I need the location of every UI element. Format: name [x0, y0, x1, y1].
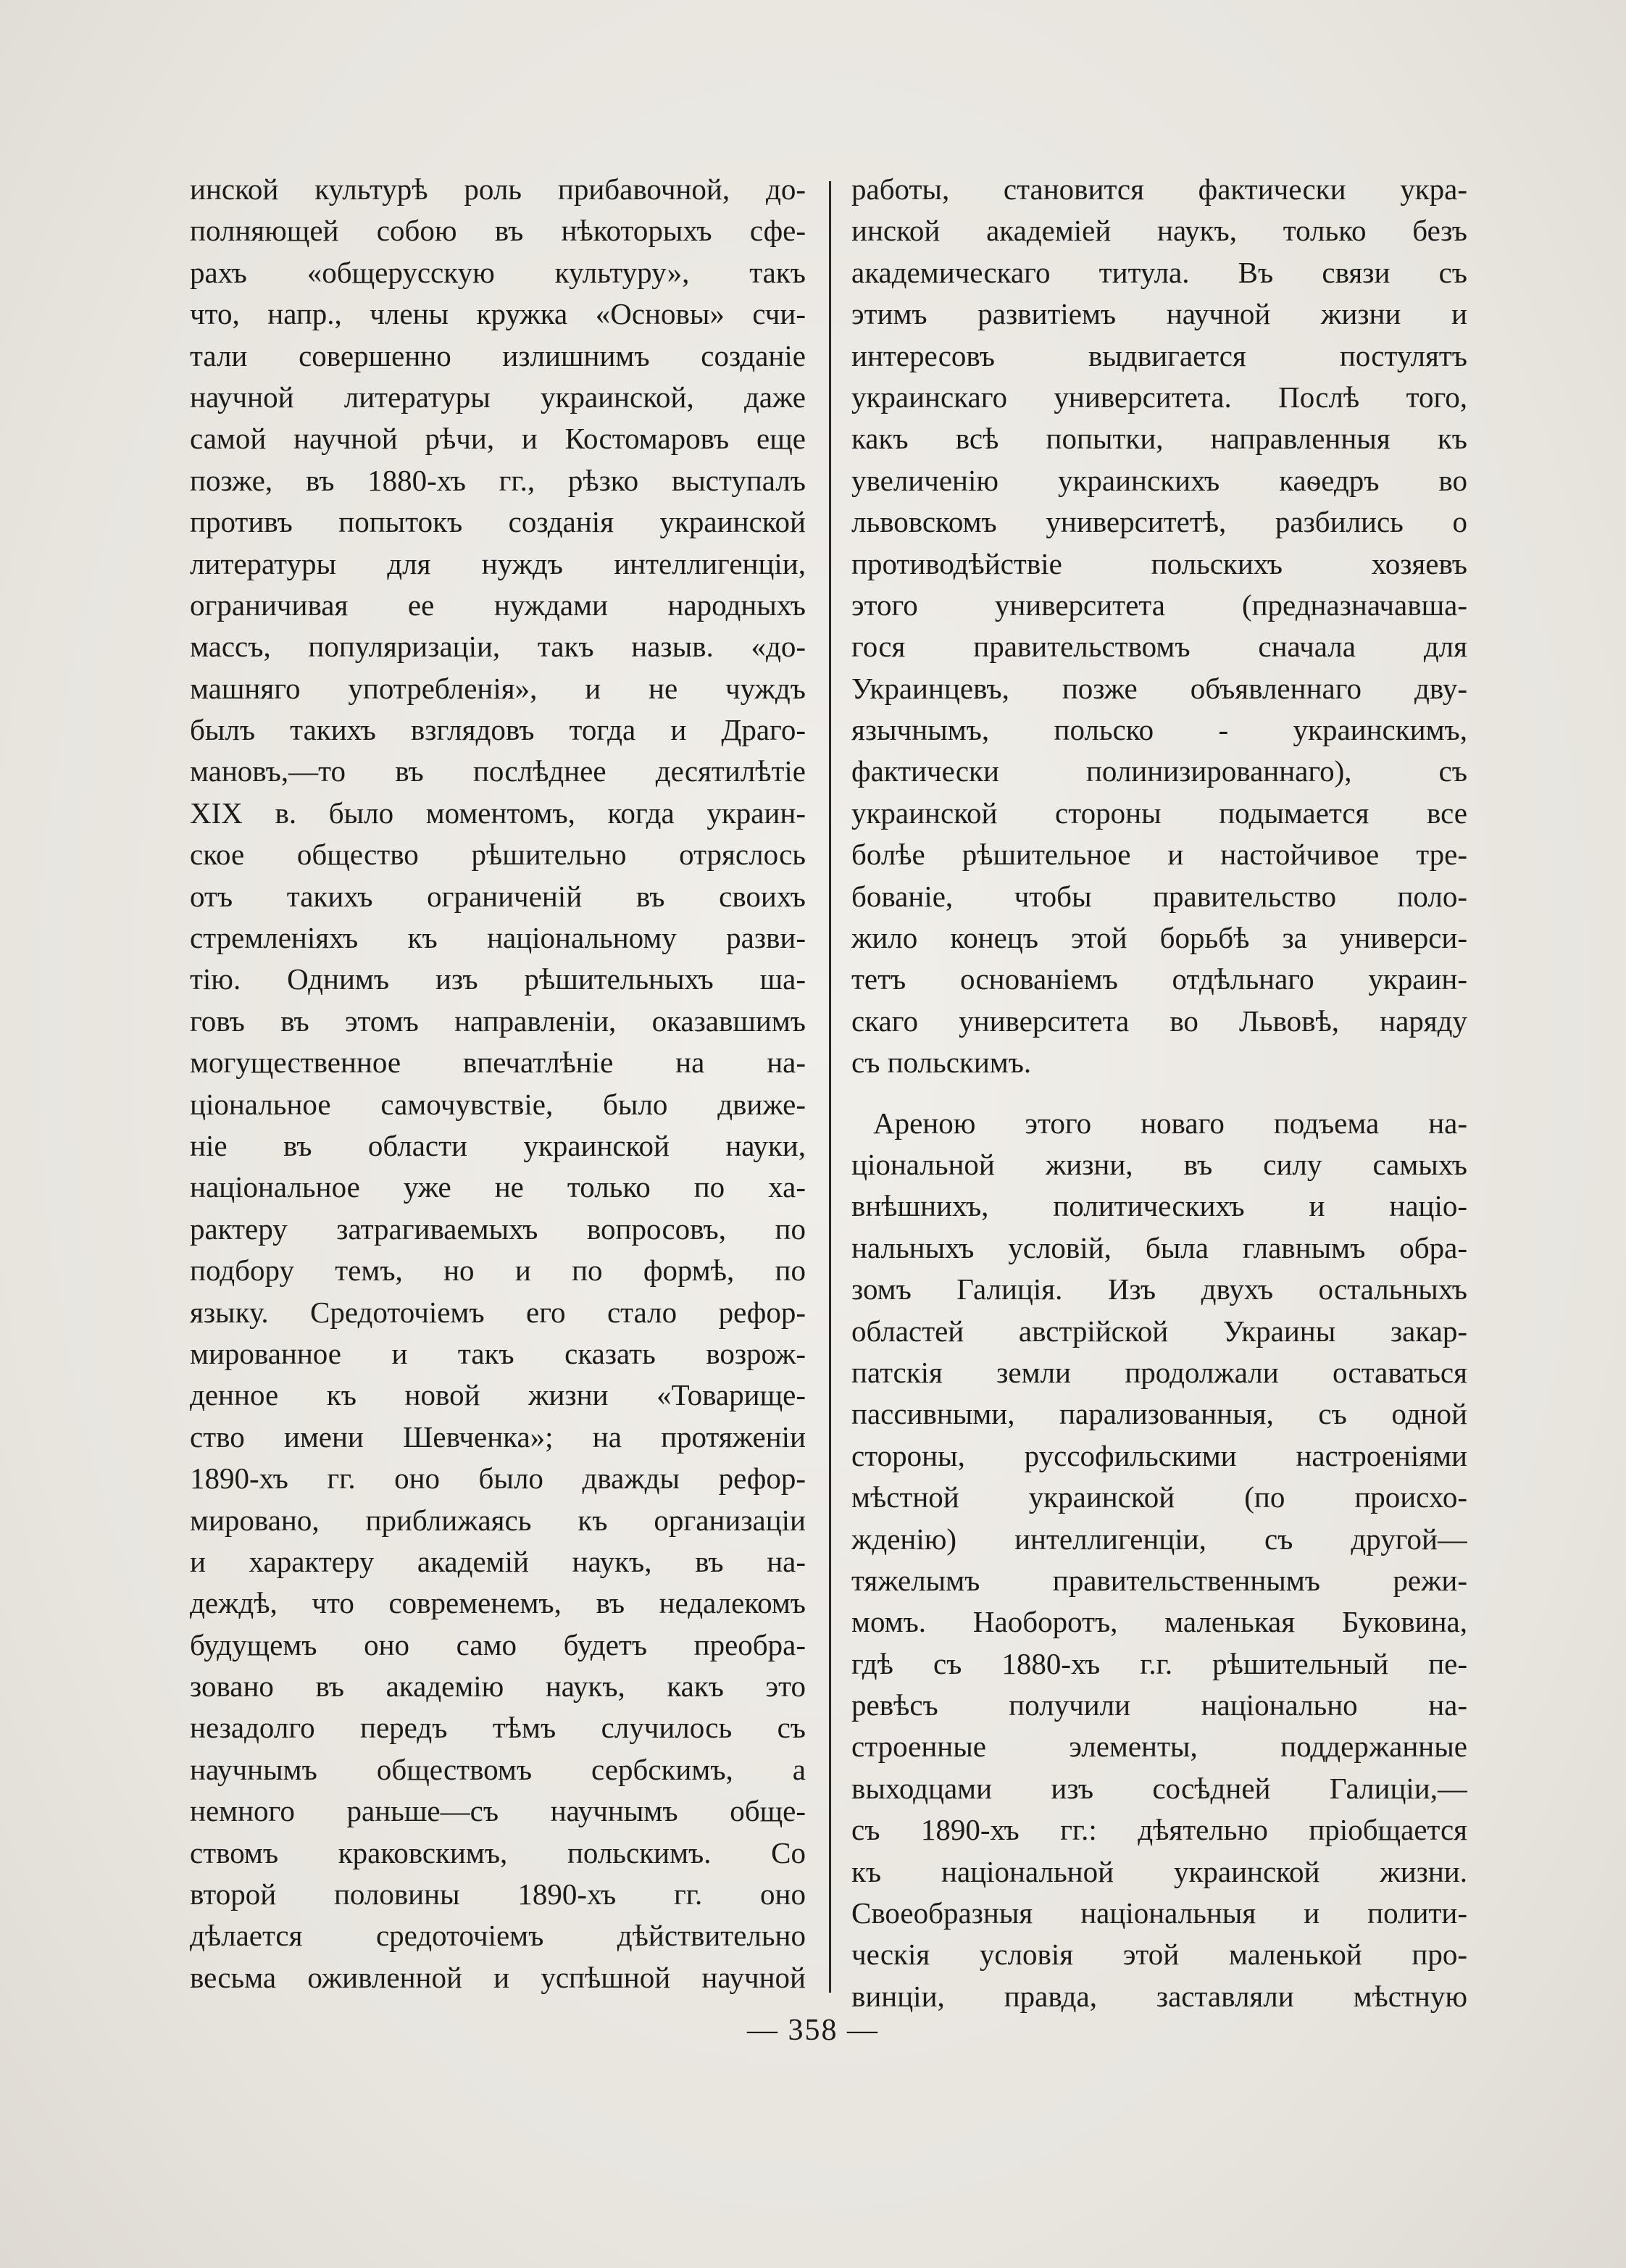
text-line: и характеру академій наукъ, въ на-: [190, 1544, 806, 1578]
text-line: жило конецъ этой борьбѣ за универси-: [851, 921, 1467, 955]
text-line: тетъ основаніемъ отдѣльнаго украин-: [851, 962, 1467, 996]
text-line: рахъ «общерусскую культуру», такъ: [190, 255, 806, 289]
text-line: украинскаго университета. Послѣ того,: [851, 380, 1467, 414]
text-line: будущемъ оно само будетъ преобра-: [190, 1627, 806, 1662]
text-line: литературы для нуждъ интеллигенціи,: [190, 546, 806, 580]
text-line: говъ въ этомъ направленіи, оказавшимъ: [190, 1004, 806, 1038]
text-line: работы, становится фактически укра-: [851, 172, 1467, 206]
text-line: немного раньше—съ научнымъ обще-: [190, 1794, 806, 1828]
text-line: незадолго передъ тѣмъ случилось съ: [190, 1711, 806, 1745]
text-line: деждѣ, что современемъ, въ недалекомъ: [190, 1586, 806, 1620]
text-line: язычнымъ, польско - украинскимъ,: [851, 713, 1467, 747]
text-line: увеличенію украинскихъ каѳедръ во: [851, 463, 1467, 497]
text-line: ціональное самочувствіе, было движе-: [190, 1087, 806, 1121]
text-line: жденію) интеллигенціи, съ другой—: [851, 1522, 1467, 1556]
text-line: ствомъ краковскимъ, польскимъ. Со: [190, 1835, 806, 1869]
text-line: инской академіей наукъ, только безъ: [851, 214, 1467, 248]
text-line: денное къ новой жизни «Товарище-: [190, 1378, 806, 1412]
text-line: интересовъ выдвигается постулятъ: [851, 338, 1467, 372]
page-number: — 358 —: [747, 2014, 879, 2047]
text-line: ціональной жизни, въ силу самыхъ: [851, 1147, 1467, 1181]
text-line: національное уже не только по ха-: [190, 1170, 806, 1204]
text-line: мановъ,—то въ послѣднее десятилѣтіе: [190, 754, 806, 788]
text-line: гдѣ съ 1880-хъ г.г. рѣшительный пе-: [851, 1646, 1467, 1680]
text-line: подбору темъ, но и по формѣ, по: [190, 1254, 806, 1288]
text-line: скаго университета во Львовѣ, наряду: [851, 1004, 1467, 1038]
text-line: самой научной рѣчи, и Костомаровъ еще: [190, 422, 806, 456]
text-line: 1890-хъ гг. оно было дважды рефор-: [190, 1462, 806, 1496]
text-line: полняющей собою въ нѣкоторыхъ сфе-: [190, 214, 806, 248]
text-line: ограничивая ее нуждами народныхъ: [190, 588, 806, 622]
text-line: дѣлается средоточіемъ дѣйствительно: [190, 1919, 806, 1953]
text-line: второй половины 1890-хъ гг. оно: [190, 1877, 806, 1911]
text-line: что, напр., члены кружка «Основы» счи-: [190, 297, 806, 331]
text-line: областей австрійской Украины закар-: [851, 1314, 1467, 1348]
text-line: выходцами изъ сосѣдней Галиціи,—: [851, 1771, 1467, 1805]
text-line: инской культурѣ роль прибавочной, до-: [190, 172, 806, 206]
text-line: ческія условія этой маленькой про-: [851, 1938, 1467, 1972]
right-column: [851, 169, 1467, 2017]
text-line: ревѣсъ получили національно на-: [851, 1688, 1467, 1722]
text-line: стремленіяхъ къ національному разви-: [190, 921, 806, 955]
text-line: винціи, правда, заставляли мѣстную: [851, 1979, 1467, 2013]
text-line: нальныхъ условій, была главнымъ обра-: [851, 1230, 1467, 1264]
text-line: гося правительствомъ сначала для: [851, 630, 1467, 664]
text-line: момъ. Наоборотъ, маленькая Буковина,: [851, 1605, 1467, 1639]
text-line: тяжелымъ правительственнымъ режи-: [851, 1563, 1467, 1597]
text-line: зомъ Галиція. Изъ двухъ остальныхъ: [851, 1272, 1467, 1306]
text-line: какъ всѣ попытки, направленныя къ: [851, 422, 1467, 456]
text-line: ство имени Шевченка»; на протяженіи: [190, 1419, 806, 1454]
text-line: массъ, популяризаціи, такъ назыв. «до-: [190, 630, 806, 664]
text-line: ское общество рѣшительно отряслось: [190, 838, 806, 872]
text-line: этимъ развитіемъ научной жизни и: [851, 297, 1467, 331]
text-line: къ національной украинской жизни.: [851, 1854, 1467, 1888]
text-line: тію. Однимъ изъ рѣшительныхъ ша-: [190, 962, 806, 996]
text-line: Своеобразныя національныя и полити-: [851, 1896, 1467, 1930]
text-line: пассивными, парализованныя, съ одной: [851, 1397, 1467, 1431]
text-line: весьма оживленной и успѣшной научной: [190, 1960, 806, 1994]
text-line: Ареною этого новаго подъема на-: [873, 1106, 1467, 1140]
text-line: строенные элементы, поддержанные: [851, 1730, 1467, 1764]
left-column: [190, 169, 806, 1998]
text-line: XIX в. было моментомъ, когда украин-: [190, 796, 806, 830]
column-rule: [829, 181, 831, 1993]
text-line: былъ такихъ взглядовъ тогда и Драго-: [190, 713, 806, 747]
text-line: академическаго титула. Въ связи съ: [851, 255, 1467, 289]
text-line: позже, въ 1880-хъ гг., рѣзко выступалъ: [190, 463, 806, 497]
text-line: съ 1890-хъ гг.: дѣятельно пріобщается: [851, 1813, 1467, 1847]
text-line: машняго употребленія», и не чуждъ: [190, 671, 806, 705]
text-line: мѣстной украинской (по происхо-: [851, 1480, 1467, 1514]
text-line: львовскомъ университетѣ, разбились о: [851, 505, 1467, 539]
text-line: стороны, руссофильскими настроеніями: [851, 1438, 1467, 1472]
text-line: мировано, приближаясь къ организаціи: [190, 1503, 806, 1537]
text-line: болѣе рѣшительное и настойчивое тре-: [851, 838, 1467, 872]
text-line: ніе въ области украинской науки,: [190, 1128, 806, 1162]
text-line: могущественное впечатлѣніе на на-: [190, 1046, 806, 1080]
text-line: отъ такихъ ограниченій въ своихъ: [190, 879, 806, 913]
text-line: научнымъ обществомъ сербскимъ, а: [190, 1752, 806, 1786]
text-line: внѣшнихъ, политическихъ и націо-: [851, 1189, 1467, 1223]
text-line: научной литературы украинской, даже: [190, 380, 806, 414]
text-line: языку. Средоточіемъ его стало рефор-: [190, 1295, 806, 1329]
text-line: противъ попытокъ созданія украинской: [190, 505, 806, 539]
text-line: бованіе, чтобы правительство поло-: [851, 879, 1467, 913]
text-line: зовано въ академію наукъ, какъ это: [190, 1669, 806, 1704]
text-line: тали совершенно излишнимъ созданіе: [190, 338, 806, 372]
text-line: фактически полинизированнаго), съ: [851, 754, 1467, 788]
text-line: мированное и такъ сказать возрож-: [190, 1336, 806, 1370]
text-line: рактеру затрагиваемыхъ вопросовъ, по: [190, 1212, 806, 1246]
text-line: Украинцевъ, позже объявленнаго дву-: [851, 671, 1467, 705]
text-line: этого университета (предназначавша-: [851, 588, 1467, 622]
text-line: съ польскимъ.: [851, 1046, 1032, 1080]
text-line: патскія земли продолжали оставаться: [851, 1355, 1467, 1389]
text-line: украинской стороны подымается все: [851, 796, 1467, 830]
text-line: противодѣйствіе польскихъ хозяевъ: [851, 546, 1467, 580]
